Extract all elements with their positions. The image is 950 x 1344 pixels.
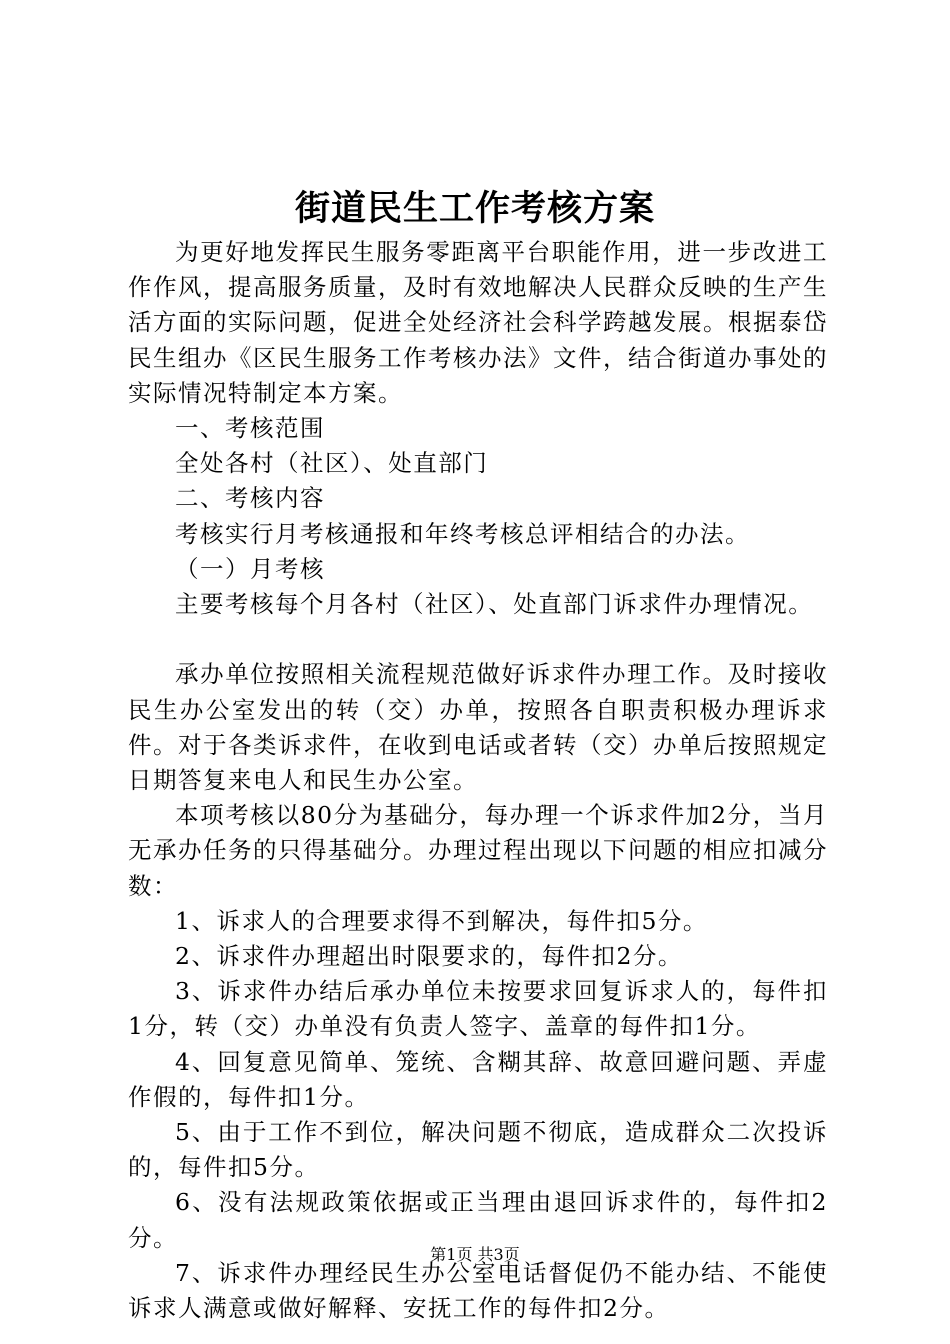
scoring-paragraph: 本项考核以80分为基础分，每办理一个诉求件加2分，当月无承办任务的只得基础分。办理过程出现以下问题的相应扣减分数：	[128, 801, 828, 900]
deduction-item-3: 3、诉求件办结后承办单位未按要求回复诉求人的，每件扣1分，转（交）办单没有负责人签字、盖章的每件扣1分。	[128, 977, 828, 1041]
deduction-item-1: 1、诉求人的合理要求得不到解决，每件扣5分。	[175, 906, 708, 935]
page-footer: 第1页 共3页	[430, 1245, 520, 1264]
procedure-paragraph: 承办单位按照相关流程规范做好诉求件办理工作。及时接收民生办公室发出的转（交）办单，按照各自职责积极办理诉求件。对于各类诉求件，在收到电话或者转（交）办单后按照规定日期答复来电人和民生办公室。	[128, 660, 828, 795]
deduction-item-6: 6、没有法规政策依据或正当理由退回诉求件的，每件扣2分。	[128, 1188, 828, 1252]
document-body	[128, 235, 828, 1326]
monthly-text: 主要考核每个月各村（社区）、处直部门诉求件办理情况。	[175, 590, 814, 619]
deduction-item-4: 4、回复意见简单、笼统、含糊其辞、故意回避问题、弄虚作假的，每件扣1分。	[128, 1047, 828, 1111]
blank-line	[128, 622, 828, 657]
deduction-item-2: 2、诉求件办理超出时限要求的，每件扣2分。	[175, 942, 683, 971]
scope-text: 全处各村（社区）、处直部门	[175, 449, 489, 478]
deduction-item-5: 5、由于工作不到位，解决问题不彻底，造成群众二次投诉的，每件扣5分。	[128, 1118, 828, 1182]
deduction-item-7: 7、诉求件办理经民生办公室电话督促仍不能办结、不能使诉求人满意或做好解释、安抚工作的每件扣2分。	[128, 1258, 828, 1323]
intro-paragraph: 为更好地发挥民生服务零距离平台职能作用，进一步改进工作作风，提高服务质量，及时有效地解决人民群众反映的生产生活方面的实际问题，促进全处经济社会科学跨越发展。根据泰岱民生组办《区民生服务工作考核办法》文件，结合街道办事处的实际情况特制定本方案。	[128, 238, 828, 407]
content-text: 考核实行月考核通报和年终考核总评相结合的办法。	[175, 519, 750, 548]
subsection-heading-monthly: （一）月考核	[175, 554, 325, 583]
section-heading-content: 二、考核内容	[175, 484, 325, 513]
section-heading-scope: 一、考核范围	[175, 414, 325, 443]
document-title: 街道民生工作考核方案	[294, 188, 655, 229]
